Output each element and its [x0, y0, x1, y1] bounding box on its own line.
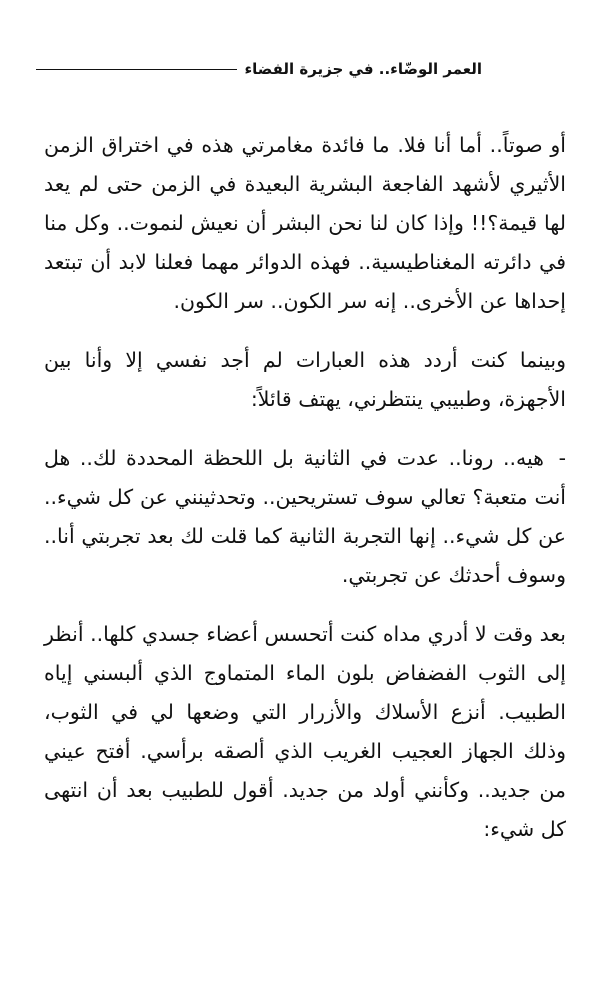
paragraph-2: وبينما كنت أردد هذه العبارات لم أجد نفسي إلا وأنا بين الأجهزة، وطبيبي ينتظرني، يهتف قائلاً:	[44, 348, 566, 411]
paragraph-4: بعد وقت لا أدري مداه كنت أتحسس أعضاء جسدي كلها.. أنظر إلى الثوب الفضفاض بلون الماء المتماوج الذي ألبسني إياه الطبيب. أنزع الأسلاك والأزرار التي وضعها لي في الثوب، وذلك الجهاز العجيب الغريب الذي ألصقه برأسي. أفتح عيني من جديد.. وكأنني أولد من جديد. أقول للطبيب بعد أن انتهى كل شيء:	[44, 622, 566, 841]
header-rule	[36, 69, 237, 70]
dialogue-text: هيه.. رونا.. عدت في الثانية بل اللحظة المحددة لك.. هل أنت متعبة؟ تعالي سوف تستريحين.. وتحدثينني عن كل شيء.. عن كل شيء.. إنها التجربة الثانية كما قلت لك بعد تجربتي أنا.. وسوف أحدثك عن تجربتي.	[44, 446, 566, 587]
paragraph-3-dialogue	[44, 439, 566, 595]
header-title: العمر الوضّاء.. في جزيرة الفضاء	[244, 60, 482, 78]
page-body	[44, 126, 566, 869]
paragraph-1: أو صوتاً.. أما أنا فلا. ما فائدة مغامرتي هذه في اختراق الزمن الأثيري لأشهد الفاجعة البشرية البعيدة في الزمن حتى لم يعد لها قيمة؟!! وإذا كان لنا نحن البشر أن نعيش لنموت.. وكل منا في دائرته المغناطيسية.. فهذه الدوائر مهما فعلنا لابد أن تبتعد إحداها عن الأخرى.. إنه سر الكون.. سر الكون.	[44, 133, 566, 313]
dialogue-dash: -	[558, 446, 566, 470]
running-header	[36, 60, 482, 78]
